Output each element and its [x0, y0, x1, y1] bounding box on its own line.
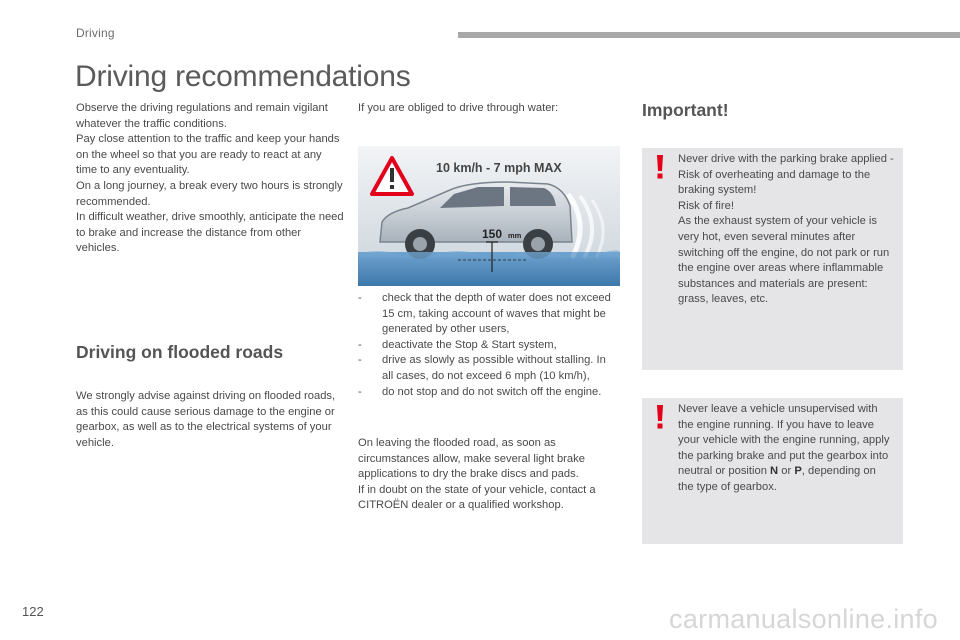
flooded-roads-heading: Driving on flooded roads	[76, 342, 284, 362]
flooded-roads-text	[76, 389, 344, 451]
water-intro: If you are obliged to drive through water:	[358, 102, 559, 114]
warning-text-part: Never leave a vehicle unsupervised with the engine running. If you have to leave your vehicle with the engine running, apply the parking brake and put the gearbox into neutral or position	[678, 403, 890, 478]
speed-limit-label: 10 km/h - 7 mph MAX	[436, 161, 562, 175]
list-item: - do not stop and do not switch off the engine.	[358, 385, 602, 398]
intro-paragraph: On a long journey, a break every two hours is strongly recommended.	[76, 179, 343, 208]
intro-text	[76, 101, 344, 257]
after-flood-paragraph: If in doubt on the state of your vehicle, contact a CITROËN dealer or a qualified workshop.	[358, 483, 596, 512]
warning-text-part: or	[778, 465, 795, 478]
flooded-roads-paragraph: We strongly advise against driving on flooded roads, as this could cause serious damage to the engine or gearbox, as well as to the electrical systems of your vehicle.	[76, 390, 336, 449]
depth-value: 150	[482, 227, 503, 241]
list-item-text: check that the depth of water does not exceed 15 cm, taking account of waves that might be generated by other users,	[382, 292, 611, 336]
warning-box-unsupervised	[642, 398, 903, 544]
after-flood-paragraph: On leaving the flooded road, as soon as circumstances allow, make several light brake applications to dry the brake discs and pads.	[358, 437, 585, 481]
warning-paragraph: As the exhaust system of your vehicle is very hot, even several minutes after switching off the engine, do not park or run the engine over areas where inflammable substances and materials are present: grass, leaves, etc.	[678, 215, 890, 306]
list-item: - check that the depth of water does not exceed 15 cm, taking account of waves that might be generated by other users,	[358, 292, 611, 336]
water-instructions-list	[358, 291, 620, 400]
warning-paragraph: Never drive with the parking brake applied - Risk of overheating and damage to the braking system!	[678, 153, 894, 197]
intro-paragraph: In difficult weather, drive smoothly, anticipate the need to brake and increase the distance from other vehicles.	[76, 211, 344, 255]
list-item-text: do not stop and do not switch off the engine.	[382, 385, 602, 398]
after-flood-text	[358, 436, 620, 514]
exclamation-mark-icon	[652, 154, 668, 180]
warning-text	[678, 152, 894, 308]
section-label: Driving	[76, 26, 115, 40]
list-item-text: drive as slowly as possible without stalling. In all cases, do not exceed 6 mph (10 km/h),	[382, 354, 606, 382]
depth-unit: mm	[508, 231, 522, 240]
car-in-water-illustration	[358, 146, 620, 286]
list-item: - drive as slowly as possible without stalling. In all cases, do not exceed 6 mph (10 km/h),	[358, 354, 606, 382]
page-number: 122	[22, 604, 44, 619]
list-item: - deactivate the Stop & Start system,	[358, 338, 557, 351]
exclamation-mark-icon	[652, 404, 668, 430]
intro-paragraph: Pay close attention to the traffic and keep your hands on the wheel so that you are ready to react at any time to any eventuality.	[76, 133, 340, 177]
flood-illustration	[358, 146, 620, 286]
watermark: carmanualsonline.info	[669, 604, 938, 634]
warning-paragraph: Risk of fire!	[678, 199, 734, 212]
list-item-text: deactivate the Stop & Start system,	[382, 338, 557, 351]
intro-paragraph: Observe the driving regulations and remain vigilant whatever the traffic conditions.	[76, 102, 328, 130]
warning-text-part: , depending on the type of gearbox.	[678, 465, 876, 493]
gear-position-n: N	[770, 465, 779, 478]
warning-paragraph	[678, 402, 894, 496]
important-heading: Important!	[642, 100, 729, 120]
page-title: Driving recommendations	[75, 60, 411, 93]
warning-box-parking-brake	[642, 148, 903, 370]
gear-position-p: P	[794, 465, 802, 478]
header-bar	[458, 32, 960, 38]
warning-text	[678, 402, 894, 496]
